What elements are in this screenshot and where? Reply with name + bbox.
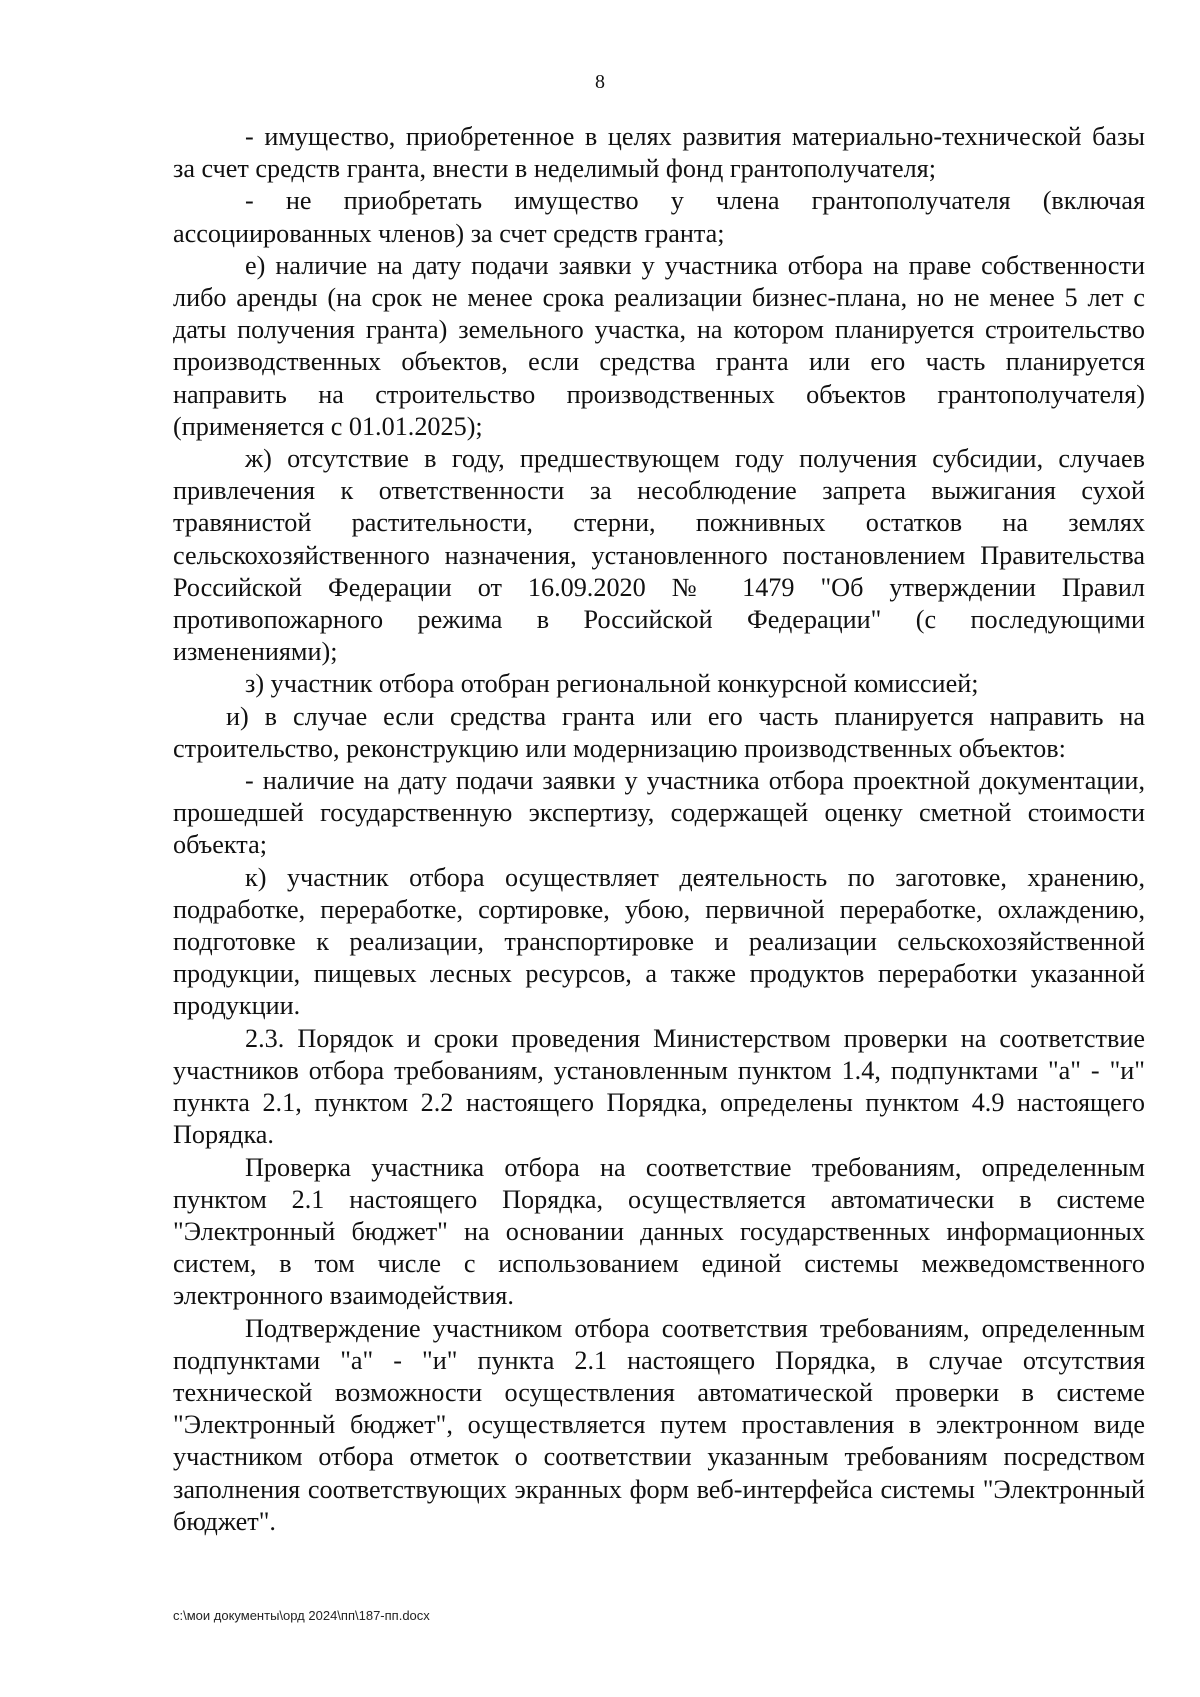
page-number: 8 [595, 71, 605, 93]
paragraph-item-k-activity: к) участник отбора осуществляет деятельность по заготовке, хранению, подработке, переработке, сортировке, убою, первичной переработке, охлаждению, подготовке к реализации, транспортировке и реализации сельскохозяйственной продукции, пищевых лесных ресурсов, а также продуктов переработки указанной продукции. [173, 862, 1145, 1021]
paragraph-property-fund: - имущество, приобретенное в целях развития материально-технической базы за счет средств гранта, внести в неделимый фонд грантополучателя; [173, 122, 1145, 184]
paragraph-project-documentation: - наличие на дату подачи заявки у участника отбора проектной документации, прошедшей государственную экспертизу, содержащей оценку сметной стоимости объекта; [173, 766, 1145, 860]
paragraph-item-i-construction: и) в случае если средства гранта или его часть планируется направить на строительство, реконструкцию или модернизацию производственных объектов: [173, 701, 1145, 763]
paragraph-automatic-check: Проверка участника отбора на соответствие требованиям, определенным пунктом 2.1 настоящего Порядка, осуществляется автоматически в системе "Электронный бюджет" на основании данных государственных информационных систем, в том числе с использованием единой системы межведомственного электронного взаимодействия. [173, 1152, 1145, 1311]
document-body [173, 121, 1145, 1538]
paragraph-manual-confirmation: Подтверждение участником отбора соответствия требованиям, определенным подпунктами "а" - "и" пункта 2.1 настоящего Порядка, в случае отсутствия технической возможности осуществления автоматической проверки в системе "Электронный бюджет", осуществляется путем проставления в электронном виде участником отбора отметок о соответствии указанным требованиям посредством заполнения соответствующих экранных форм веб-интерфейса системы "Электронный бюджет". [173, 1313, 1145, 1536]
paragraph-no-purchase-from-members: - не приобретать имущество у члена грантополучателя (включая ассоциированных членов) за счет средств гранта; [173, 186, 1145, 248]
paragraph-item-z-commission: з) участник отбора отобран региональной конкурсной комиссией; [245, 669, 979, 699]
paragraph-item-e-land-plot: е) наличие на дату подачи заявки у участника отбора на праве собственности либо аренды (на срок не менее срока реализации бизнес-плана, но не менее 5 лет с даты получения гранта) земельного участка, на котором планируется строительство производственных объектов, если средства гранта или его часть планируется направить на строительство производственных объектов грантополучателя) (применяется с 01.01.2025); [173, 250, 1145, 441]
paragraph-item-zh-no-liability: ж) отсутствие в году, предшествующем году получения субсидии, случаев привлечения к ответственности за несоблюдение запрета выжигания сухой травянистой растительности, стерни, пожнивных остатков на землях сельскохозяйственного назначения, установленного постановлением Правительства Российской Федерации от 16.09.2020 № 1479 "Об утверждении Правил противопожарного режима в Российской Федерации" (с последующими изменениями); [173, 444, 1145, 667]
paragraph-section-2-3: 2.3. Порядок и сроки проведения Министерством проверки на соответствие участников отбора требованиям, установленным пунктом 1.4, подпунктами "а" - "и" пункта 2.1, пунктом 2.2 настоящего Порядка, определены пунктом 4.9 настоящего Порядка. [173, 1023, 1145, 1150]
footer-file-path: c:\мои документы\орд 2024\пп\187-пп.docx [173, 1608, 430, 1623]
